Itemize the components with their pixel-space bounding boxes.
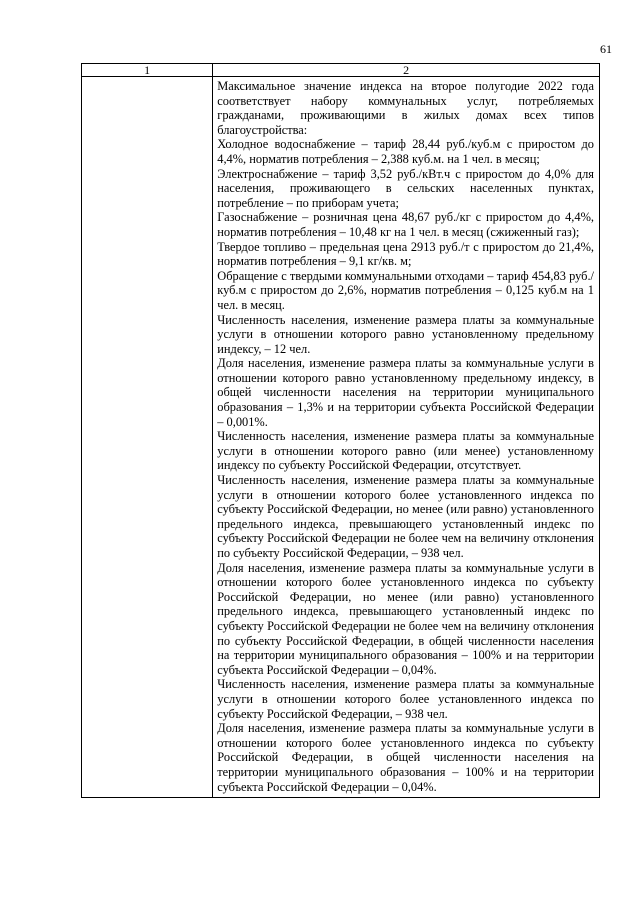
- empty-cell: [82, 77, 213, 798]
- paragraph-share-above-index: Доля населения, изменение размера платы за коммунальные услуги в отношении которого более установленного индекса по субъекту Российской Федерации, в общей численности населения на территории муниципального образования – 100% и на территории субъекта Российской Федерации – 0,04%.: [217, 721, 594, 794]
- paragraph-population-below-index: Численность населения, изменение размера платы за коммунальные услуги в отношении которого равно (или менее) установленному индексу по субъекту Российской Федерации, отсутствует.: [217, 429, 594, 473]
- table-row: [82, 77, 600, 798]
- paragraph-population-equal-limit: Численность населения, изменение размера платы за коммунальные услуги в отношении которого равно установленному предельному индексу, – 12 чел.: [217, 312, 594, 356]
- paragraph-share-equal-limit: Доля населения, изменение размера платы за коммунальные услуги в отношении которого равно установленному предельному индексу, в общей численности населения на территории муниципального образования – 1,3% и на территории субъекта Российской Федерации – 0,001%.: [217, 356, 594, 429]
- table-header-row: [82, 64, 600, 77]
- paragraph-max-index: Максимальное значение индекса на второе полугодие 2022 года соответствует набору коммунальных услуг, потребляемых гражданами, проживающими в жилых домах всех типов благоустройства:: [217, 79, 594, 137]
- document-table: [81, 63, 600, 798]
- paragraph-gas: Газоснабжение – розничная цена 48,67 руб./кг с приростом до 4,4%, норматив потребления – 10,48 кг на 1 чел. в месяц (сжиженный газ);: [217, 210, 594, 239]
- page-number: 61: [600, 42, 612, 56]
- paragraph-cold-water: Холодное водоснабжение – тариф 28,44 руб./куб.м с приростом до 4,4%, норматив потребления – 2,388 куб.м. на 1 чел. в месяц;: [217, 137, 594, 166]
- paragraph-waste: Обращение с твердыми коммунальными отходами – тариф 454,83 руб./куб.м с приростом до 2,6%, норматив потребления – 0,125 куб.м на 1 чел. в месяц.: [217, 268, 594, 312]
- column-header-1: 1: [82, 64, 213, 77]
- paragraph-solid-fuel: Твердое топливо – предельная цена 2913 руб./т с приростом до 21,4%, норматив потребления – 9,1 кг/кв. м;: [217, 239, 594, 269]
- paragraph-share-above-index-within-deviation: Доля населения, изменение размера платы за коммунальные услуги в отношении которого более установленного индекса по субъекту Российской Федерации, но менее (или равно) установленного предельного индекса, превышающего установленный индекс по субъекту Российской Федерации не более чем на величину отклонения по субъекту Российской Федерации, в общей численности населения на территории муниципального образования – 100% и на территории субъекта Российской Федерации – 0,04%.: [217, 560, 594, 677]
- paragraph-population-above-index-within-deviation: Численность населения, изменение размера платы за коммунальные услуги в отношении которого более установленного индекса по субъекту Российской Федерации, но менее (или равно) установленного предельного индекса, превышающего установленный индекс по субъекту Российской Федерации не более чем на величину отклонения по субъекту Российской Федерации, – 938 чел.: [217, 473, 594, 560]
- column-header-2: 2: [213, 64, 600, 77]
- paragraph-electricity: Электроснабжение – тариф 3,52 руб./кВт.ч с приростом до 4,0% для населения, проживающего в сельских населенных пунктах, потребление – по приборам учета;: [217, 166, 594, 210]
- content-cell: [213, 77, 600, 798]
- paragraph-population-above-index: Численность населения, изменение размера платы за коммунальные услуги в отношении которого более установленного индекса по субъекту Российской Федерации, – 938 чел.: [217, 677, 594, 721]
